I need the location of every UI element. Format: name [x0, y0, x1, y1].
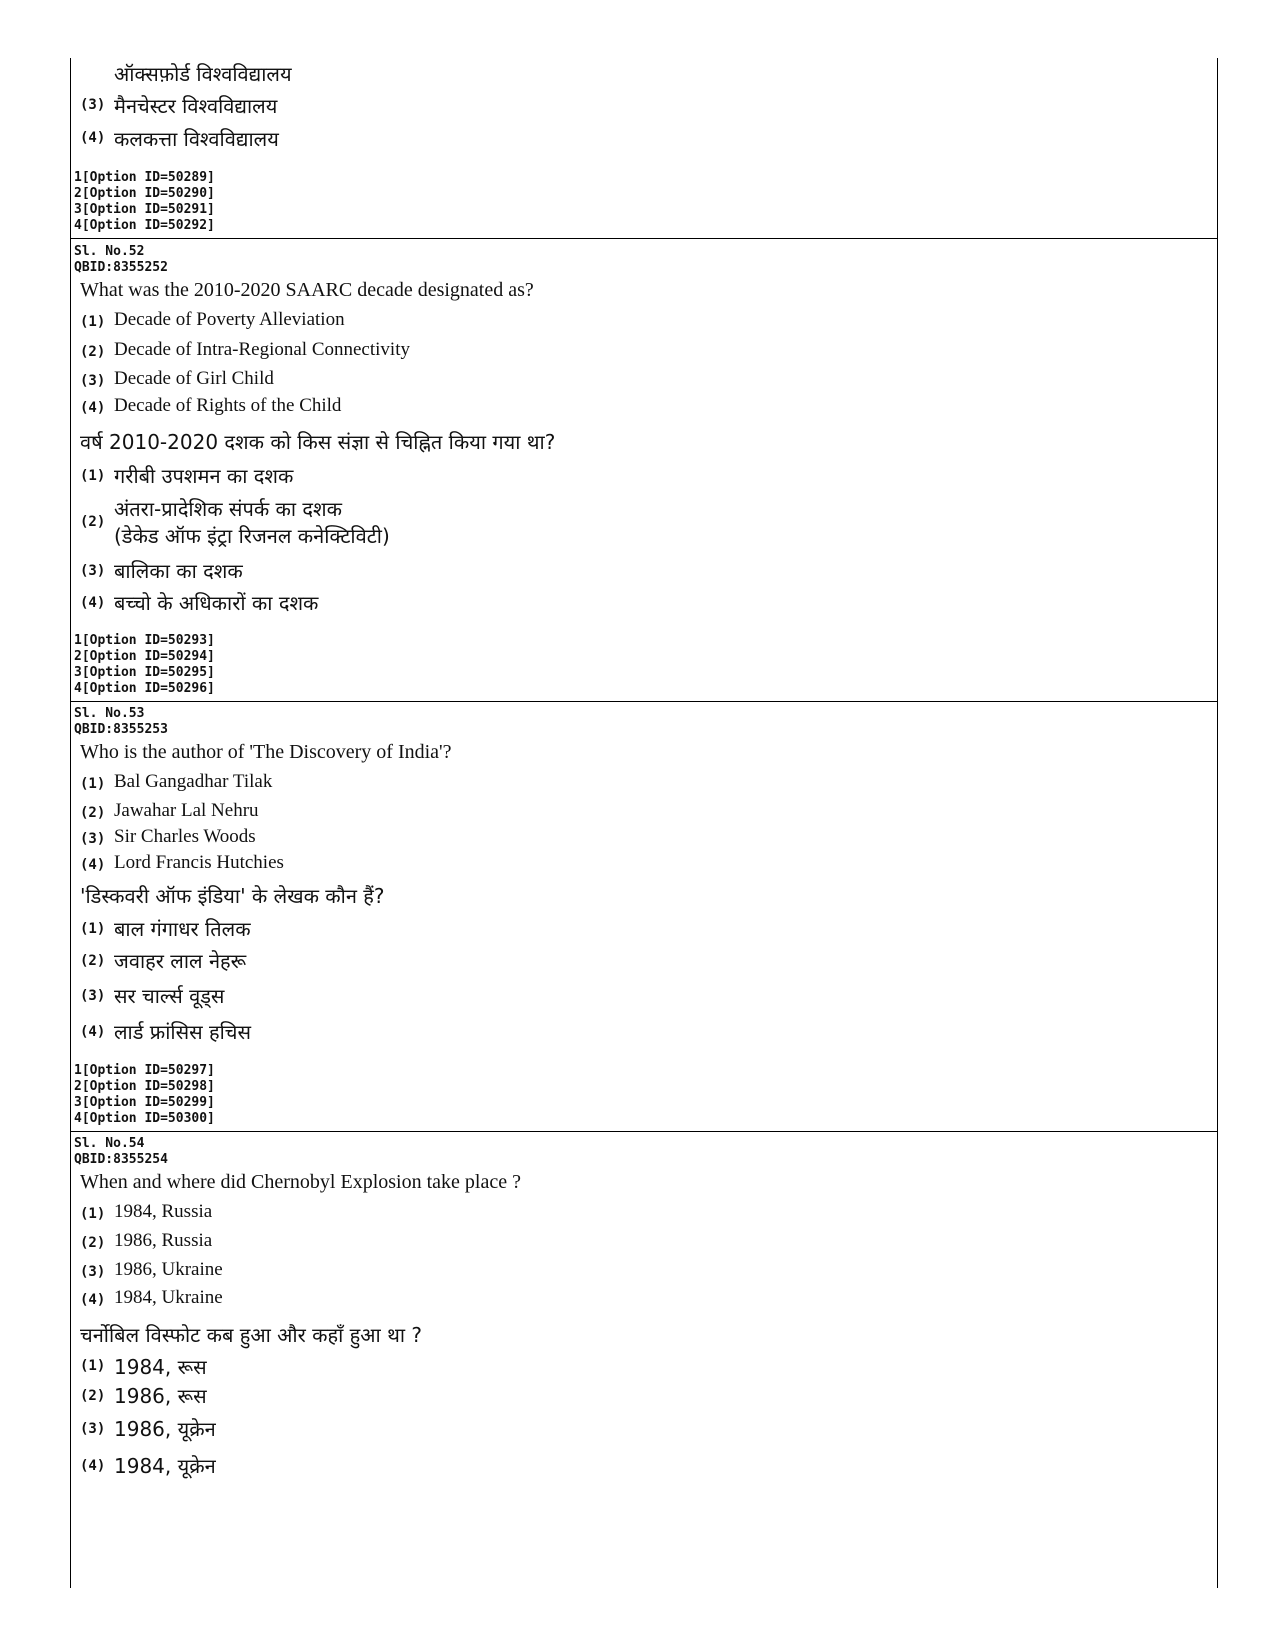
option-id: 2[Option ID=50298]: [74, 1079, 215, 1094]
option-hi: बच्चो के अधिकारों का दशक: [114, 591, 319, 615]
question-text-en: Who is the author of 'The Discovery of India'?: [80, 741, 452, 763]
prev-option-4: कलकत्ता विश्वविद्यालय: [114, 127, 279, 151]
option-hi: अंतरा-प्रादेशिक संपर्क का दशक: [114, 497, 343, 521]
option-id: 4[Option ID=50292]: [74, 218, 215, 233]
option-hi: बालिका का दशक: [114, 559, 243, 583]
option-en: 1984, Russia: [114, 1201, 213, 1222]
question-text-en: What was the 2010-2020 SAARC decade designated as?: [80, 279, 534, 301]
question-text-hi: चर्नोबिल विस्फोट कब हुआ और कहाँ हुआ था ?: [80, 1323, 423, 1347]
prev-option-3: मैनचेस्टर विश्वविद्यालय: [114, 94, 278, 118]
option-number: (1): [80, 314, 106, 330]
option-hi: 1986, रूस: [114, 1384, 207, 1408]
option-number: (1): [80, 1358, 106, 1374]
option-id-list: [74, 633, 215, 697]
option-en: Bal Gangadhar Tilak: [114, 771, 273, 792]
option-number: (1): [80, 921, 106, 937]
option-number: (3): [80, 97, 106, 113]
serial-number: Sl. No.52: [74, 244, 145, 259]
option-hi: 1984, यूक्रेन: [114, 1454, 216, 1478]
option-number: (1): [80, 1206, 106, 1222]
option-number: (1): [80, 468, 106, 484]
option-id: 2[Option ID=50294]: [74, 649, 215, 664]
option-id: 1[Option ID=50293]: [74, 633, 215, 648]
option-hi-line2: (डेकेड ऑफ इंट्रा रिजनल कनेक्टिविटी): [114, 524, 390, 548]
option-en: Decade of Poverty Alleviation: [114, 309, 345, 330]
option-number: (4): [80, 1292, 106, 1308]
option-en: Decade of Intra-Regional Connectivity: [114, 339, 410, 360]
option-id: 3[Option ID=50291]: [74, 202, 215, 217]
option-en: Sir Charles Woods: [114, 826, 256, 847]
prev-option-2-continuation: ऑक्सफ़ोर्ड विश्वविद्यालय: [114, 62, 292, 86]
question-divider: [70, 1131, 1217, 1132]
option-hi: सर चार्ल्स वूड्स: [114, 984, 225, 1008]
option-number: (3): [80, 563, 106, 579]
option-number: (2): [80, 805, 106, 821]
option-hi: 1986, यूक्रेन: [114, 1417, 216, 1441]
option-number: (4): [80, 130, 106, 146]
question-divider: [70, 238, 1217, 239]
serial-number: Sl. No.53: [74, 706, 145, 721]
option-number: (2): [80, 953, 106, 969]
option-en: Lord Francis Hutchies: [114, 852, 284, 873]
option-hi: गरीबी उपशमन का दशक: [114, 464, 294, 488]
option-number: (2): [80, 1235, 106, 1251]
option-number: (4): [80, 595, 106, 611]
option-id: 1[Option ID=50297]: [74, 1063, 215, 1078]
question-divider: [70, 701, 1217, 702]
serial-number: Sl. No.54: [74, 1136, 145, 1151]
option-id: 4[Option ID=50300]: [74, 1111, 215, 1126]
option-hi: बाल गंगाधर तिलक: [114, 917, 251, 941]
option-en: Decade of Rights of the Child: [114, 395, 342, 416]
option-number: (4): [80, 1458, 106, 1474]
option-number: (2): [80, 514, 106, 530]
option-number: (4): [80, 400, 106, 416]
option-id: 3[Option ID=50299]: [74, 1095, 215, 1110]
question-text-hi: 'डिस्कवरी ऑफ इंडिया' के लेखक कौन हैं?: [80, 884, 385, 908]
option-id: 4[Option ID=50296]: [74, 681, 215, 696]
qbid: QBID:8355253: [74, 722, 168, 737]
option-hi: 1984, रूस: [114, 1355, 207, 1379]
option-hi: लार्ड फ्रांसिस हचिस: [114, 1020, 251, 1044]
question-header: [74, 706, 168, 738]
option-number: (1): [80, 776, 106, 792]
question-header: [74, 244, 168, 276]
option-number: (3): [80, 831, 106, 847]
question-text-hi: वर्ष 2010-2020 दशक को किस संज्ञा से चिह्नित किया गया था?: [80, 430, 556, 454]
option-id-list: [74, 170, 215, 234]
option-id: 1[Option ID=50289]: [74, 170, 215, 185]
option-number: (3): [80, 1264, 106, 1280]
option-en: Decade of Girl Child: [114, 368, 274, 389]
qbid: QBID:8355254: [74, 1152, 168, 1167]
question-text-en: When and where did Chernobyl Explosion take place ?: [80, 1171, 521, 1193]
qbid: QBID:8355252: [74, 260, 168, 275]
option-number: (3): [80, 1421, 106, 1437]
option-number: (3): [80, 373, 106, 389]
option-number: (4): [80, 1024, 106, 1040]
question-header: [74, 1136, 168, 1168]
option-en: Jawahar Lal Nehru: [114, 800, 259, 821]
option-hi: जवाहर लाल नेहरू: [114, 949, 247, 973]
option-en: 1986, Ukraine: [114, 1259, 223, 1280]
option-number: (2): [80, 344, 106, 360]
option-id: 2[Option ID=50290]: [74, 186, 215, 201]
option-number: (2): [80, 1388, 106, 1404]
option-number: (3): [80, 988, 106, 1004]
option-en: 1986, Russia: [114, 1230, 213, 1251]
option-en: 1984, Ukraine: [114, 1287, 223, 1308]
option-number: (4): [80, 857, 106, 873]
option-id: 3[Option ID=50295]: [74, 665, 215, 680]
option-id-list: [74, 1063, 215, 1127]
